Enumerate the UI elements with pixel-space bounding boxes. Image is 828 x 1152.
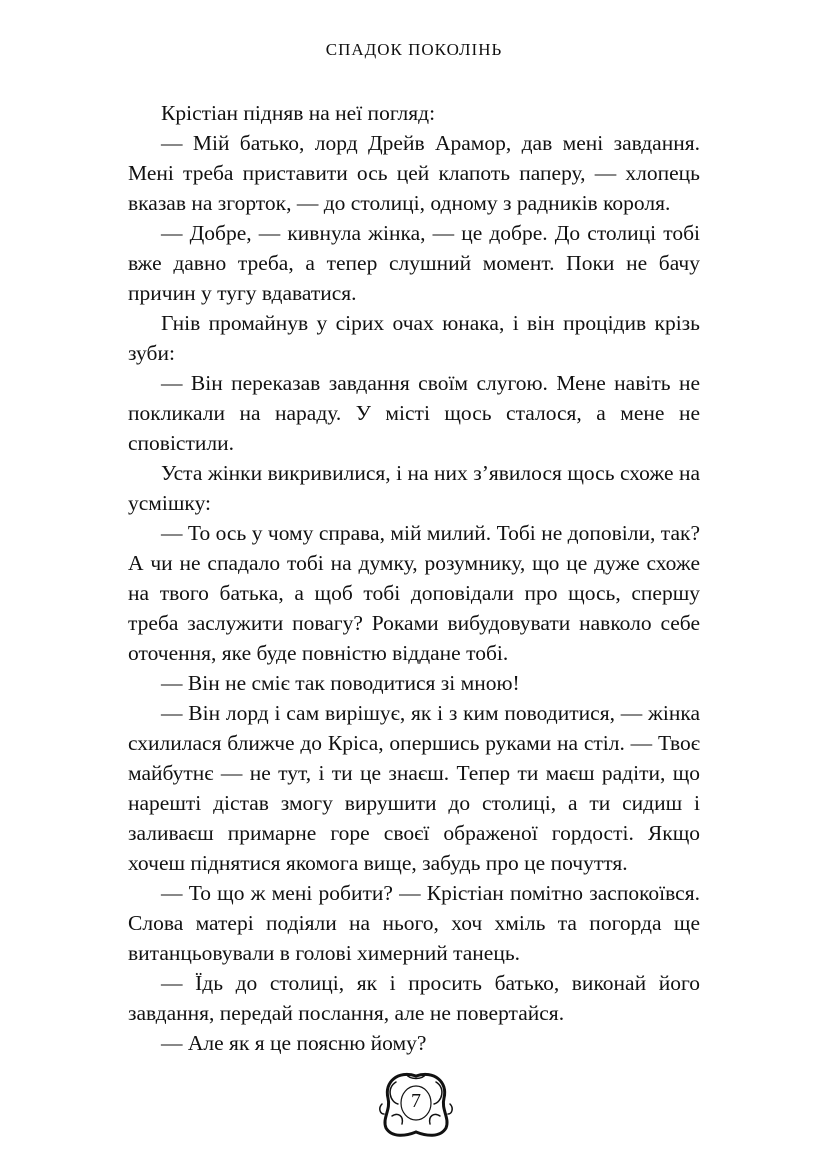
- paragraph: — То ось у чому справа, мій милий. Тобі не доповіли, так? А чи не спадало тобі на думку, розумнику, що це дуже схоже на твого батька, а щоб тобі доповідали про щось, спершу треба заслужити повагу? Роками вибудовувати навколо себе оточення, яке буде повністю віддане тобі.: [128, 521, 700, 665]
- paragraph: — Він лорд і сам вирішує, як і з ким поводитися, — жінка схилилася ближче до Кріса, опершись руками на стіл. — Твоє майбутнє — не тут, і ти це знаєш. Тепер ти маєш радіти, що нарешті дістав змогу вирушити до столиці, а ти сидиш і заливаєш примарне горе своєї ображеної гордості. Якщо хочеш піднятися якомога вище, забудь про це почуття.: [128, 701, 700, 875]
- paragraph: — Добре, — кивнула жінка, — це добре. До столиці тобі вже давно треба, а тепер слушний момент. Поки не бачу причин у тугу вдаватися.: [128, 221, 700, 305]
- paragraph: — Він переказав завдання своїм слугою. Мене навіть не покликали на нараду. У місті щось сталося, а мене не сповістили.: [128, 371, 700, 455]
- running-header: СПАДОК ПОКОЛІНЬ: [325, 40, 503, 59]
- paragraph: — Мій батько, лорд Дрейв Арамор, дав мені завдання. Мені треба приставити ось цей клапоть паперу, — хлопець вказав на згорток, — до столиці, одному з радників короля.: [128, 131, 700, 215]
- body-text: [128, 98, 700, 1058]
- page-number-ornament: [376, 1068, 456, 1140]
- paragraph: Крістіан підняв на неї погляд:: [161, 101, 436, 125]
- paragraph: Гнів промайнув у сірих очах юнака, і він процідив крізь зуби:: [128, 311, 700, 365]
- paragraph: — Їдь до столиці, як і просить батько, виконай його завдання, передай послання, але не повертайся.: [128, 971, 700, 1025]
- paragraph: Уста жінки викривилися, і на них з’явилося щось схоже на усмішку:: [128, 461, 700, 515]
- paragraph: — Але як я це поясню йому?: [161, 1031, 427, 1055]
- paragraph: — То що ж мені робити? — Крістіан помітно заспокоївся. Слова матері подіяли на нього, хоч хміль та погорда ще витанцьовували в голові химерний танець.: [128, 881, 700, 965]
- paragraph: — Він не сміє так поводитися зі мною!: [161, 671, 520, 695]
- page-number: 7: [411, 1090, 421, 1112]
